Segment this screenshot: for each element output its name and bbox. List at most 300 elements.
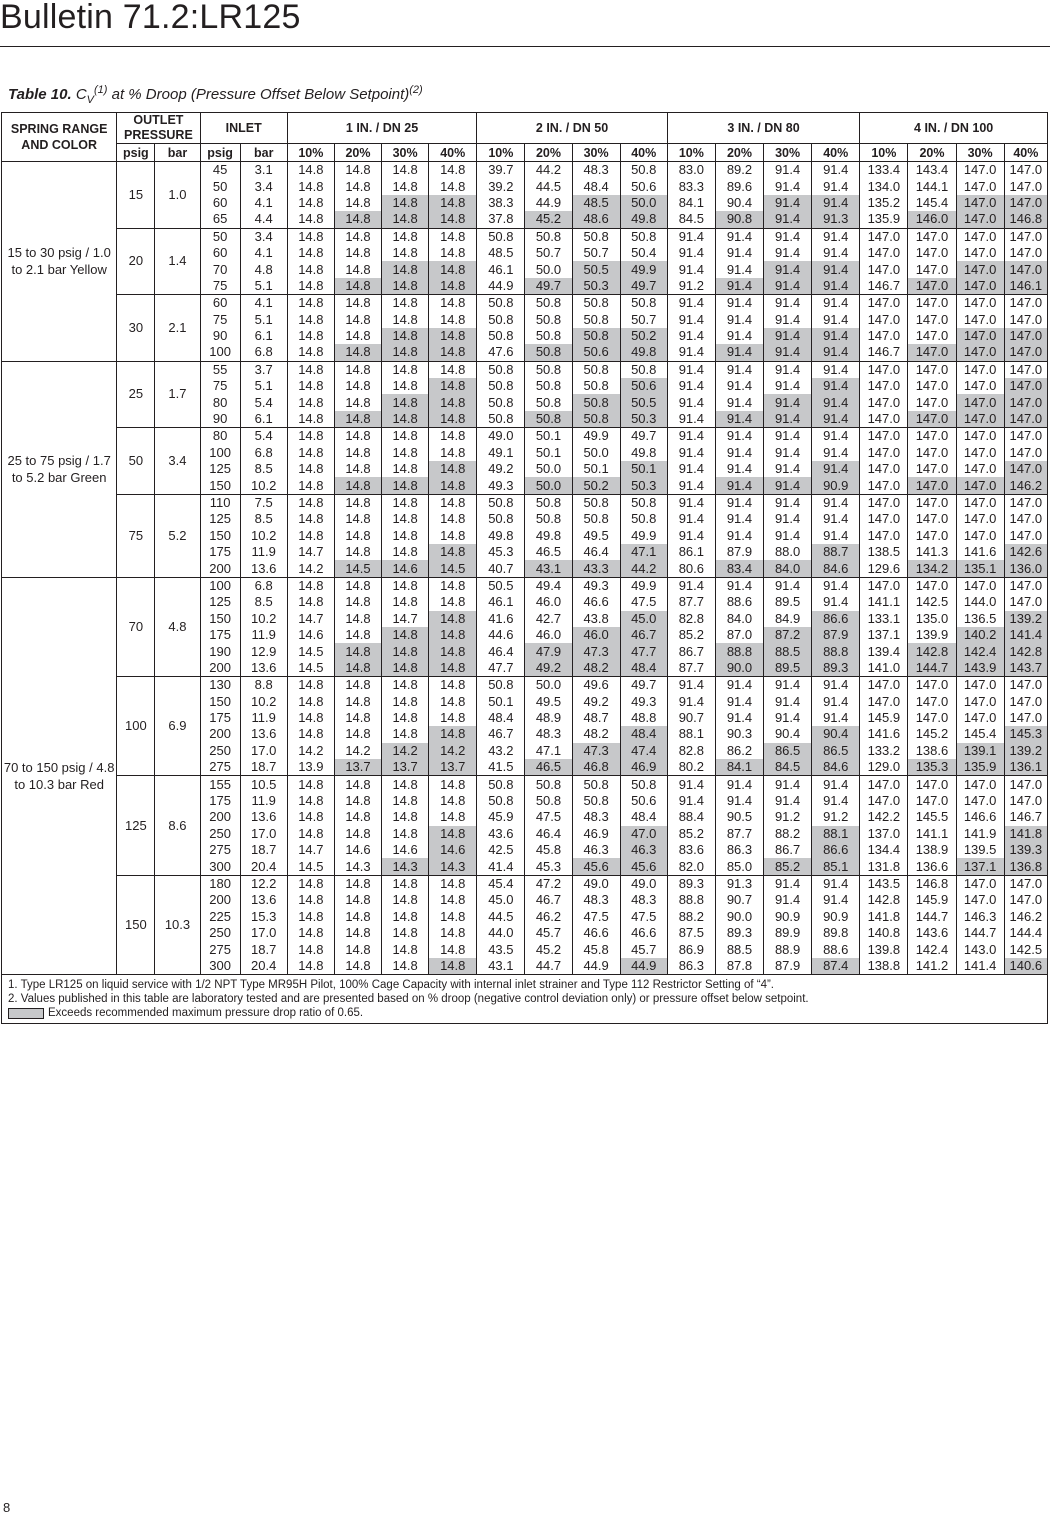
cv-value-cell: 14.8 xyxy=(429,477,477,494)
cv-value-cell: 14.8 xyxy=(429,925,477,941)
inlet-bar-cell: 20.4 xyxy=(240,858,287,875)
cv-value-cell: 14.8 xyxy=(334,228,381,245)
cv-value-cell: 91.4 xyxy=(764,228,812,245)
cv-value-cell: 14.8 xyxy=(382,958,429,975)
cv-value-cell: 142.4 xyxy=(908,941,956,957)
cv-value-cell: 50.8 xyxy=(572,295,620,312)
shade-swatch xyxy=(8,1008,44,1019)
cv-value-cell: 14.8 xyxy=(287,909,334,925)
inlet-bar-cell: 10.2 xyxy=(240,611,287,627)
cv-value-cell: 147.0 xyxy=(860,511,908,527)
cv-value-cell: 14.8 xyxy=(429,344,477,361)
cv-value-cell: 14.8 xyxy=(334,411,381,428)
cv-value-cell: 91.4 xyxy=(667,677,715,694)
cv-value-cell: 14.8 xyxy=(287,726,334,742)
cv-value-cell: 87.8 xyxy=(715,958,763,975)
cv-value-cell: 50.1 xyxy=(525,428,572,445)
cv-value-cell: 45.2 xyxy=(525,211,572,228)
cv-value-cell: 49.9 xyxy=(620,261,667,277)
cv-value-cell: 14.8 xyxy=(382,577,429,594)
cv-value-cell: 147.0 xyxy=(860,328,908,344)
inlet-bar-cell: 15.3 xyxy=(240,909,287,925)
cv-value-cell: 91.4 xyxy=(764,361,812,378)
cv-value-cell: 88.1 xyxy=(667,726,715,742)
cv-value-cell: 91.4 xyxy=(764,428,812,445)
cv-value-cell: 14.8 xyxy=(287,477,334,494)
cv-value-cell: 147.0 xyxy=(956,261,1004,277)
cv-value-cell: 147.0 xyxy=(1004,494,1047,511)
cv-value-cell: 14.8 xyxy=(287,694,334,710)
cv-value-cell: 14.8 xyxy=(382,328,429,344)
inlet-psig-cell: 200 xyxy=(200,660,240,677)
cv-value-cell: 145.3 xyxy=(1004,726,1047,742)
inlet-psig-cell: 200 xyxy=(200,892,240,908)
cv-value-cell: 47.5 xyxy=(620,594,667,610)
cv-value-cell: 14.3 xyxy=(334,858,381,875)
inlet-psig-cell: 70 xyxy=(200,261,240,277)
droop-header: 40% xyxy=(620,144,667,162)
outlet-psig-cell: 75 xyxy=(117,494,155,577)
cv-value-cell: 91.4 xyxy=(764,411,812,428)
cv-value-cell: 14.3 xyxy=(429,858,477,875)
cv-value-cell: 14.8 xyxy=(382,710,429,726)
table-caption xyxy=(8,80,423,110)
inlet-psig-cell: 90 xyxy=(200,328,240,344)
cv-value-cell: 147.0 xyxy=(956,694,1004,710)
cv-value-cell: 91.4 xyxy=(715,295,763,312)
cv-value-cell: 14.8 xyxy=(334,295,381,312)
cv-value-cell: 49.0 xyxy=(620,875,667,892)
cv-value-cell: 91.4 xyxy=(764,195,812,211)
cv-value-cell: 14.8 xyxy=(287,461,334,477)
cv-value-cell: 46.7 xyxy=(477,726,525,742)
outlet-bar-cell: 5.2 xyxy=(155,494,200,577)
outlet-bar-header: bar xyxy=(155,144,200,162)
cv-value-cell: 50.8 xyxy=(477,511,525,527)
cv-value-cell: 91.4 xyxy=(667,378,715,394)
cv-value-cell: 141.6 xyxy=(860,726,908,742)
inlet-bar-cell: 7.5 xyxy=(240,494,287,511)
cv-value-cell: 14.8 xyxy=(334,643,381,659)
cv-value-cell: 91.4 xyxy=(764,178,812,194)
cv-value-cell: 46.5 xyxy=(525,759,572,776)
cv-value-cell: 147.0 xyxy=(860,295,908,312)
cv-value-cell: 91.4 xyxy=(764,875,812,892)
cv-value-cell: 91.4 xyxy=(667,261,715,277)
cv-value-cell: 86.1 xyxy=(667,544,715,560)
cv-value-cell: 50.8 xyxy=(525,394,572,410)
cv-value-cell: 49.5 xyxy=(525,694,572,710)
cv-value-cell: 14.8 xyxy=(382,925,429,941)
cv-value-cell: 147.0 xyxy=(1004,577,1047,594)
cv-value-cell: 14.8 xyxy=(429,528,477,544)
cv-value-cell: 147.0 xyxy=(908,261,956,277)
cv-value-cell: 147.0 xyxy=(1004,776,1047,793)
cv-value-cell: 147.0 xyxy=(1004,162,1047,179)
inlet-psig-cell: 250 xyxy=(200,925,240,941)
cv-value-cell: 91.2 xyxy=(667,278,715,295)
cv-value-cell: 14.8 xyxy=(334,278,381,295)
cv-value-cell: 90.4 xyxy=(812,726,860,742)
cv-value-cell: 14.8 xyxy=(287,211,334,228)
inlet-bar-cell: 11.9 xyxy=(240,627,287,643)
cv-value-cell: 50.8 xyxy=(572,776,620,793)
inlet-psig-cell: 200 xyxy=(200,726,240,742)
outlet-bar-cell: 6.9 xyxy=(155,677,200,776)
cv-value-cell: 141.3 xyxy=(908,544,956,560)
droop-header: 30% xyxy=(572,144,620,162)
cv-value-cell: 147.0 xyxy=(860,394,908,410)
cv-value-cell: 49.0 xyxy=(477,428,525,445)
cv-value-cell: 91.4 xyxy=(667,577,715,594)
inlet-bar-header: bar xyxy=(240,144,287,162)
cv-value-cell: 145.4 xyxy=(956,726,1004,742)
cv-value-cell: 14.8 xyxy=(334,925,381,941)
cv-value-cell: 86.3 xyxy=(667,958,715,975)
inlet-bar-cell: 5.1 xyxy=(240,312,287,328)
inlet-bar-cell: 3.1 xyxy=(240,162,287,179)
cv-value-cell: 50.8 xyxy=(477,793,525,809)
cv-value-cell: 143.7 xyxy=(1004,660,1047,677)
cv-value-cell: 49.8 xyxy=(620,211,667,228)
cv-value-cell: 91.4 xyxy=(667,411,715,428)
inlet-bar-cell: 17.0 xyxy=(240,826,287,842)
cv-value-cell: 14.8 xyxy=(334,445,381,461)
cv-value-cell: 14.8 xyxy=(287,228,334,245)
cv-value-cell: 50.6 xyxy=(620,178,667,194)
cv-value-cell: 147.0 xyxy=(908,245,956,261)
cv-value-cell: 50.8 xyxy=(525,776,572,793)
cv-value-cell: 86.5 xyxy=(764,743,812,759)
cv-value-cell: 86.7 xyxy=(667,643,715,659)
cv-value-cell: 14.2 xyxy=(287,743,334,759)
cv-value-cell: 48.4 xyxy=(477,710,525,726)
cv-value-cell: 50.8 xyxy=(477,312,525,328)
inlet-bar-cell: 13.6 xyxy=(240,560,287,577)
cv-value-cell: 14.8 xyxy=(429,178,477,194)
cv-value-cell: 48.8 xyxy=(620,710,667,726)
cv-value-cell: 14.8 xyxy=(334,528,381,544)
footnote-1: 1. Type LR125 on liquid service with 1/2 NPT Type MR95H Pilot, 100% Cage Capacity with internal inlet strainer and Type 112 Restrictor Setting of “4”. xyxy=(8,979,774,992)
inlet-bar-cell: 18.7 xyxy=(240,759,287,776)
cv-value-cell: 91.4 xyxy=(667,428,715,445)
inlet-bar-cell: 8.8 xyxy=(240,677,287,694)
spring-range-cell: 15 to 30 psig / 1.0 to 2.1 bar Yellow xyxy=(2,162,117,362)
cv-value-cell: 91.4 xyxy=(812,378,860,394)
cv-value-cell: 14.7 xyxy=(287,544,334,560)
outlet-psig-cell: 150 xyxy=(117,875,155,974)
cv-value-cell: 90.7 xyxy=(667,710,715,726)
cv-value-cell: 84.0 xyxy=(715,611,763,627)
cv-value-cell: 147.0 xyxy=(1004,694,1047,710)
cv-value-cell: 47.5 xyxy=(525,809,572,825)
cv-value-cell: 14.2 xyxy=(429,743,477,759)
cv-value-cell: 88.7 xyxy=(812,544,860,560)
cv-value-cell: 45.4 xyxy=(477,875,525,892)
cv-value-cell: 147.0 xyxy=(956,411,1004,428)
cv-value-cell: 14.6 xyxy=(382,560,429,577)
cv-value-cell: 14.8 xyxy=(287,394,334,410)
cv-value-cell: 50.0 xyxy=(620,195,667,211)
cv-value-cell: 14.8 xyxy=(287,261,334,277)
cv-value-cell: 47.3 xyxy=(572,743,620,759)
inlet-psig-cell: 100 xyxy=(200,344,240,361)
cv-value-cell: 88.6 xyxy=(715,594,763,610)
droop-header: 20% xyxy=(525,144,572,162)
shading-legend xyxy=(8,1006,1041,1020)
cv-value-cell: 14.8 xyxy=(382,677,429,694)
cv-value-cell: 147.0 xyxy=(908,344,956,361)
cv-value-cell: 47.4 xyxy=(620,743,667,759)
cv-value-cell: 14.8 xyxy=(287,826,334,842)
cv-value-cell: 14.8 xyxy=(429,710,477,726)
cv-value-cell: 147.0 xyxy=(1004,428,1047,445)
cv-value-cell: 14.8 xyxy=(429,245,477,261)
cv-value-cell: 14.8 xyxy=(334,162,381,179)
inlet-bar-cell: 12.9 xyxy=(240,643,287,659)
cv-value-cell: 49.2 xyxy=(525,660,572,677)
cv-value-cell: 50.7 xyxy=(525,245,572,261)
cv-value-cell: 91.4 xyxy=(715,461,763,477)
cv-value-cell: 83.4 xyxy=(715,560,763,577)
cv-value-cell: 91.4 xyxy=(667,694,715,710)
cv-value-cell: 133.1 xyxy=(860,611,908,627)
cv-value-cell: 50.8 xyxy=(572,394,620,410)
cv-value-cell: 86.6 xyxy=(812,842,860,858)
cv-value-cell: 14.8 xyxy=(287,511,334,527)
cv-value-cell: 14.8 xyxy=(287,361,334,378)
cv-value-cell: 48.3 xyxy=(572,162,620,179)
cv-droop-table xyxy=(1,112,1048,1024)
outlet-bar-cell: 4.8 xyxy=(155,577,200,676)
cv-value-cell: 14.8 xyxy=(382,312,429,328)
cv-value-cell: 14.8 xyxy=(382,544,429,560)
cv-value-cell: 147.0 xyxy=(860,378,908,394)
cv-value-cell: 42.5 xyxy=(477,842,525,858)
cv-value-cell: 14.5 xyxy=(287,660,334,677)
cv-value-cell: 135.1 xyxy=(956,560,1004,577)
cv-value-cell: 14.8 xyxy=(382,660,429,677)
droop-header: 10% xyxy=(477,144,525,162)
cv-value-cell: 147.0 xyxy=(1004,312,1047,328)
cv-value-cell: 91.4 xyxy=(812,312,860,328)
cv-value-cell: 14.8 xyxy=(334,793,381,809)
cv-value-cell: 147.0 xyxy=(1004,344,1047,361)
cv-value-cell: 45.3 xyxy=(525,858,572,875)
footnote-ref-2: (2) xyxy=(409,84,423,96)
cv-value-cell: 91.4 xyxy=(764,776,812,793)
cv-value-cell: 48.4 xyxy=(620,809,667,825)
cv-value-cell: 13.7 xyxy=(334,759,381,776)
table-row xyxy=(2,875,1048,892)
cv-value-cell: 91.4 xyxy=(812,875,860,892)
cv-value-cell: 47.5 xyxy=(620,909,667,925)
cv-value-cell: 48.3 xyxy=(572,809,620,825)
cv-value-cell: 91.4 xyxy=(812,892,860,908)
cv-value-cell: 147.0 xyxy=(956,344,1004,361)
cv-value-cell: 135.9 xyxy=(956,759,1004,776)
cv-value-cell: 50.8 xyxy=(572,793,620,809)
size-header-1in: 1 IN. / DN 25 xyxy=(287,113,477,144)
cv-value-cell: 86.7 xyxy=(764,842,812,858)
cv-value-cell: 14.8 xyxy=(429,892,477,908)
cv-value-cell: 44.9 xyxy=(477,278,525,295)
cv-value-cell: 91.4 xyxy=(764,278,812,295)
cv-value-cell: 147.0 xyxy=(1004,361,1047,378)
cv-value-cell: 14.8 xyxy=(334,195,381,211)
cv-value-cell: 46.0 xyxy=(572,627,620,643)
cv-value-cell: 138.5 xyxy=(860,544,908,560)
droop-header: 10% xyxy=(860,144,908,162)
cv-value-cell: 146.8 xyxy=(908,875,956,892)
cv-value-cell: 14.8 xyxy=(429,428,477,445)
cv-value-cell: 49.7 xyxy=(620,428,667,445)
droop-header: 20% xyxy=(715,144,763,162)
inlet-psig-cell: 190 xyxy=(200,643,240,659)
cv-value-cell: 87.9 xyxy=(715,544,763,560)
cv-value-cell: 14.8 xyxy=(429,278,477,295)
legend-text: Exceeds recommended maximum pressure drop ratio of 0.65. xyxy=(48,1007,364,1020)
cv-value-cell: 91.4 xyxy=(764,793,812,809)
inlet-psig-cell: 155 xyxy=(200,776,240,793)
cv-value-cell: 90.0 xyxy=(715,909,763,925)
cv-value-cell: 50.1 xyxy=(525,445,572,461)
cv-value-cell: 147.0 xyxy=(956,378,1004,394)
cv-value-cell: 91.3 xyxy=(715,875,763,892)
inlet-psig-cell: 200 xyxy=(200,809,240,825)
droop-header: 10% xyxy=(667,144,715,162)
cv-value-cell: 143.6 xyxy=(908,925,956,941)
cv-value-cell: 91.4 xyxy=(764,162,812,179)
cv-value-cell: 90.9 xyxy=(812,477,860,494)
cv-value-cell: 84.5 xyxy=(764,759,812,776)
cv-value-cell: 147.0 xyxy=(908,577,956,594)
cv-value-cell: 49.8 xyxy=(620,445,667,461)
outlet-psig-header: psig xyxy=(117,144,155,162)
outlet-bar-cell: 8.6 xyxy=(155,776,200,875)
cv-value-cell: 142.2 xyxy=(860,809,908,825)
cv-value-cell: 14.8 xyxy=(382,627,429,643)
cv-value-cell: 14.8 xyxy=(429,875,477,892)
cv-value-cell: 91.4 xyxy=(812,162,860,179)
cv-value-cell: 134.4 xyxy=(860,842,908,858)
cv-value-cell: 46.9 xyxy=(620,759,667,776)
cv-value-cell: 43.1 xyxy=(477,958,525,975)
cv-value-cell: 144.7 xyxy=(908,660,956,677)
cv-value-cell: 46.9 xyxy=(572,826,620,842)
cv-value-cell: 87.9 xyxy=(812,627,860,643)
cv-value-cell: 14.8 xyxy=(287,494,334,511)
cv-value-cell: 14.5 xyxy=(287,643,334,659)
cv-value-cell: 14.8 xyxy=(429,776,477,793)
cv-value-cell: 14.8 xyxy=(287,344,334,361)
cv-value-cell: 14.8 xyxy=(382,461,429,477)
cv-value-cell: 50.2 xyxy=(572,477,620,494)
cv-value-cell: 14.8 xyxy=(429,261,477,277)
outlet-psig-cell: 25 xyxy=(117,361,155,428)
cv-value-cell: 14.8 xyxy=(334,428,381,445)
inlet-psig-cell: 60 xyxy=(200,295,240,312)
cv-value-cell: 91.4 xyxy=(812,228,860,245)
inlet-psig-cell: 225 xyxy=(200,909,240,925)
droop-header: 40% xyxy=(429,144,477,162)
cv-value-cell: 84.5 xyxy=(667,211,715,228)
cv-value-cell: 91.4 xyxy=(764,694,812,710)
cv-value-cell: 14.8 xyxy=(429,378,477,394)
cv-value-cell: 142.5 xyxy=(908,594,956,610)
inlet-bar-cell: 3.4 xyxy=(240,228,287,245)
inlet-psig-cell: 275 xyxy=(200,759,240,776)
cv-value-cell: 50.2 xyxy=(620,328,667,344)
outlet-psig-cell: 100 xyxy=(117,677,155,776)
cv-value-cell: 14.8 xyxy=(429,627,477,643)
cv-value-cell: 44.2 xyxy=(620,560,667,577)
inlet-bar-cell: 5.4 xyxy=(240,394,287,410)
cv-value-cell: 141.8 xyxy=(1004,826,1047,842)
inlet-psig-header: psig xyxy=(200,144,240,162)
cv-value-cell: 147.0 xyxy=(1004,261,1047,277)
inlet-bar-cell: 18.7 xyxy=(240,941,287,957)
cv-value-cell: 50.8 xyxy=(525,344,572,361)
cv-value-cell: 90.0 xyxy=(715,660,763,677)
cv-value-cell: 50.8 xyxy=(477,228,525,245)
cv-value-cell: 144.0 xyxy=(956,594,1004,610)
cv-value-cell: 84.9 xyxy=(764,611,812,627)
cv-value-cell: 49.2 xyxy=(477,461,525,477)
cv-value-cell: 91.4 xyxy=(764,245,812,261)
cv-value-cell: 50.8 xyxy=(620,776,667,793)
inlet-bar-cell: 6.1 xyxy=(240,328,287,344)
cv-value-cell: 91.4 xyxy=(764,378,812,394)
cv-value-cell: 14.8 xyxy=(334,544,381,560)
inlet-psig-cell: 300 xyxy=(200,958,240,975)
cv-value-cell: 50.0 xyxy=(525,261,572,277)
cv-value-cell: 91.4 xyxy=(764,892,812,908)
cv-value-cell: 141.9 xyxy=(956,826,1004,842)
cv-value-cell: 14.7 xyxy=(287,611,334,627)
size-header-3in: 3 IN. / DN 80 xyxy=(667,113,860,144)
droop-header: 10% xyxy=(287,144,334,162)
cv-value-cell: 49.1 xyxy=(477,445,525,461)
cv-value-cell: 147.0 xyxy=(860,793,908,809)
cv-value-cell: 14.8 xyxy=(382,394,429,410)
inlet-psig-cell: 125 xyxy=(200,461,240,477)
cv-value-cell: 14.7 xyxy=(382,611,429,627)
cv-value-cell: 91.4 xyxy=(764,344,812,361)
cv-value-cell: 147.0 xyxy=(908,295,956,312)
cv-value-cell: 91.4 xyxy=(812,793,860,809)
cv-value-cell: 91.2 xyxy=(812,809,860,825)
cv-value-cell: 89.3 xyxy=(812,660,860,677)
cv-value-cell: 88.0 xyxy=(764,544,812,560)
inlet-bar-cell: 4.1 xyxy=(240,295,287,312)
table-label: Table 10. xyxy=(8,86,72,103)
cv-value-cell: 88.6 xyxy=(812,941,860,957)
cv-value-cell: 147.0 xyxy=(860,245,908,261)
cv-value-cell: 50.0 xyxy=(525,477,572,494)
cv-value-cell: 147.0 xyxy=(956,278,1004,295)
cv-value-cell: 87.4 xyxy=(812,958,860,975)
cv-value-cell: 50.0 xyxy=(572,445,620,461)
cv-value-cell: 48.9 xyxy=(525,710,572,726)
cv-value-cell: 14.2 xyxy=(287,560,334,577)
cv-value-cell: 91.4 xyxy=(764,394,812,410)
cv-value-cell: 147.0 xyxy=(956,710,1004,726)
cv-value-cell: 143.0 xyxy=(956,941,1004,957)
cv-value-cell: 41.5 xyxy=(477,759,525,776)
cv-value-cell: 50.8 xyxy=(477,361,525,378)
cv-value-cell: 142.8 xyxy=(860,892,908,908)
